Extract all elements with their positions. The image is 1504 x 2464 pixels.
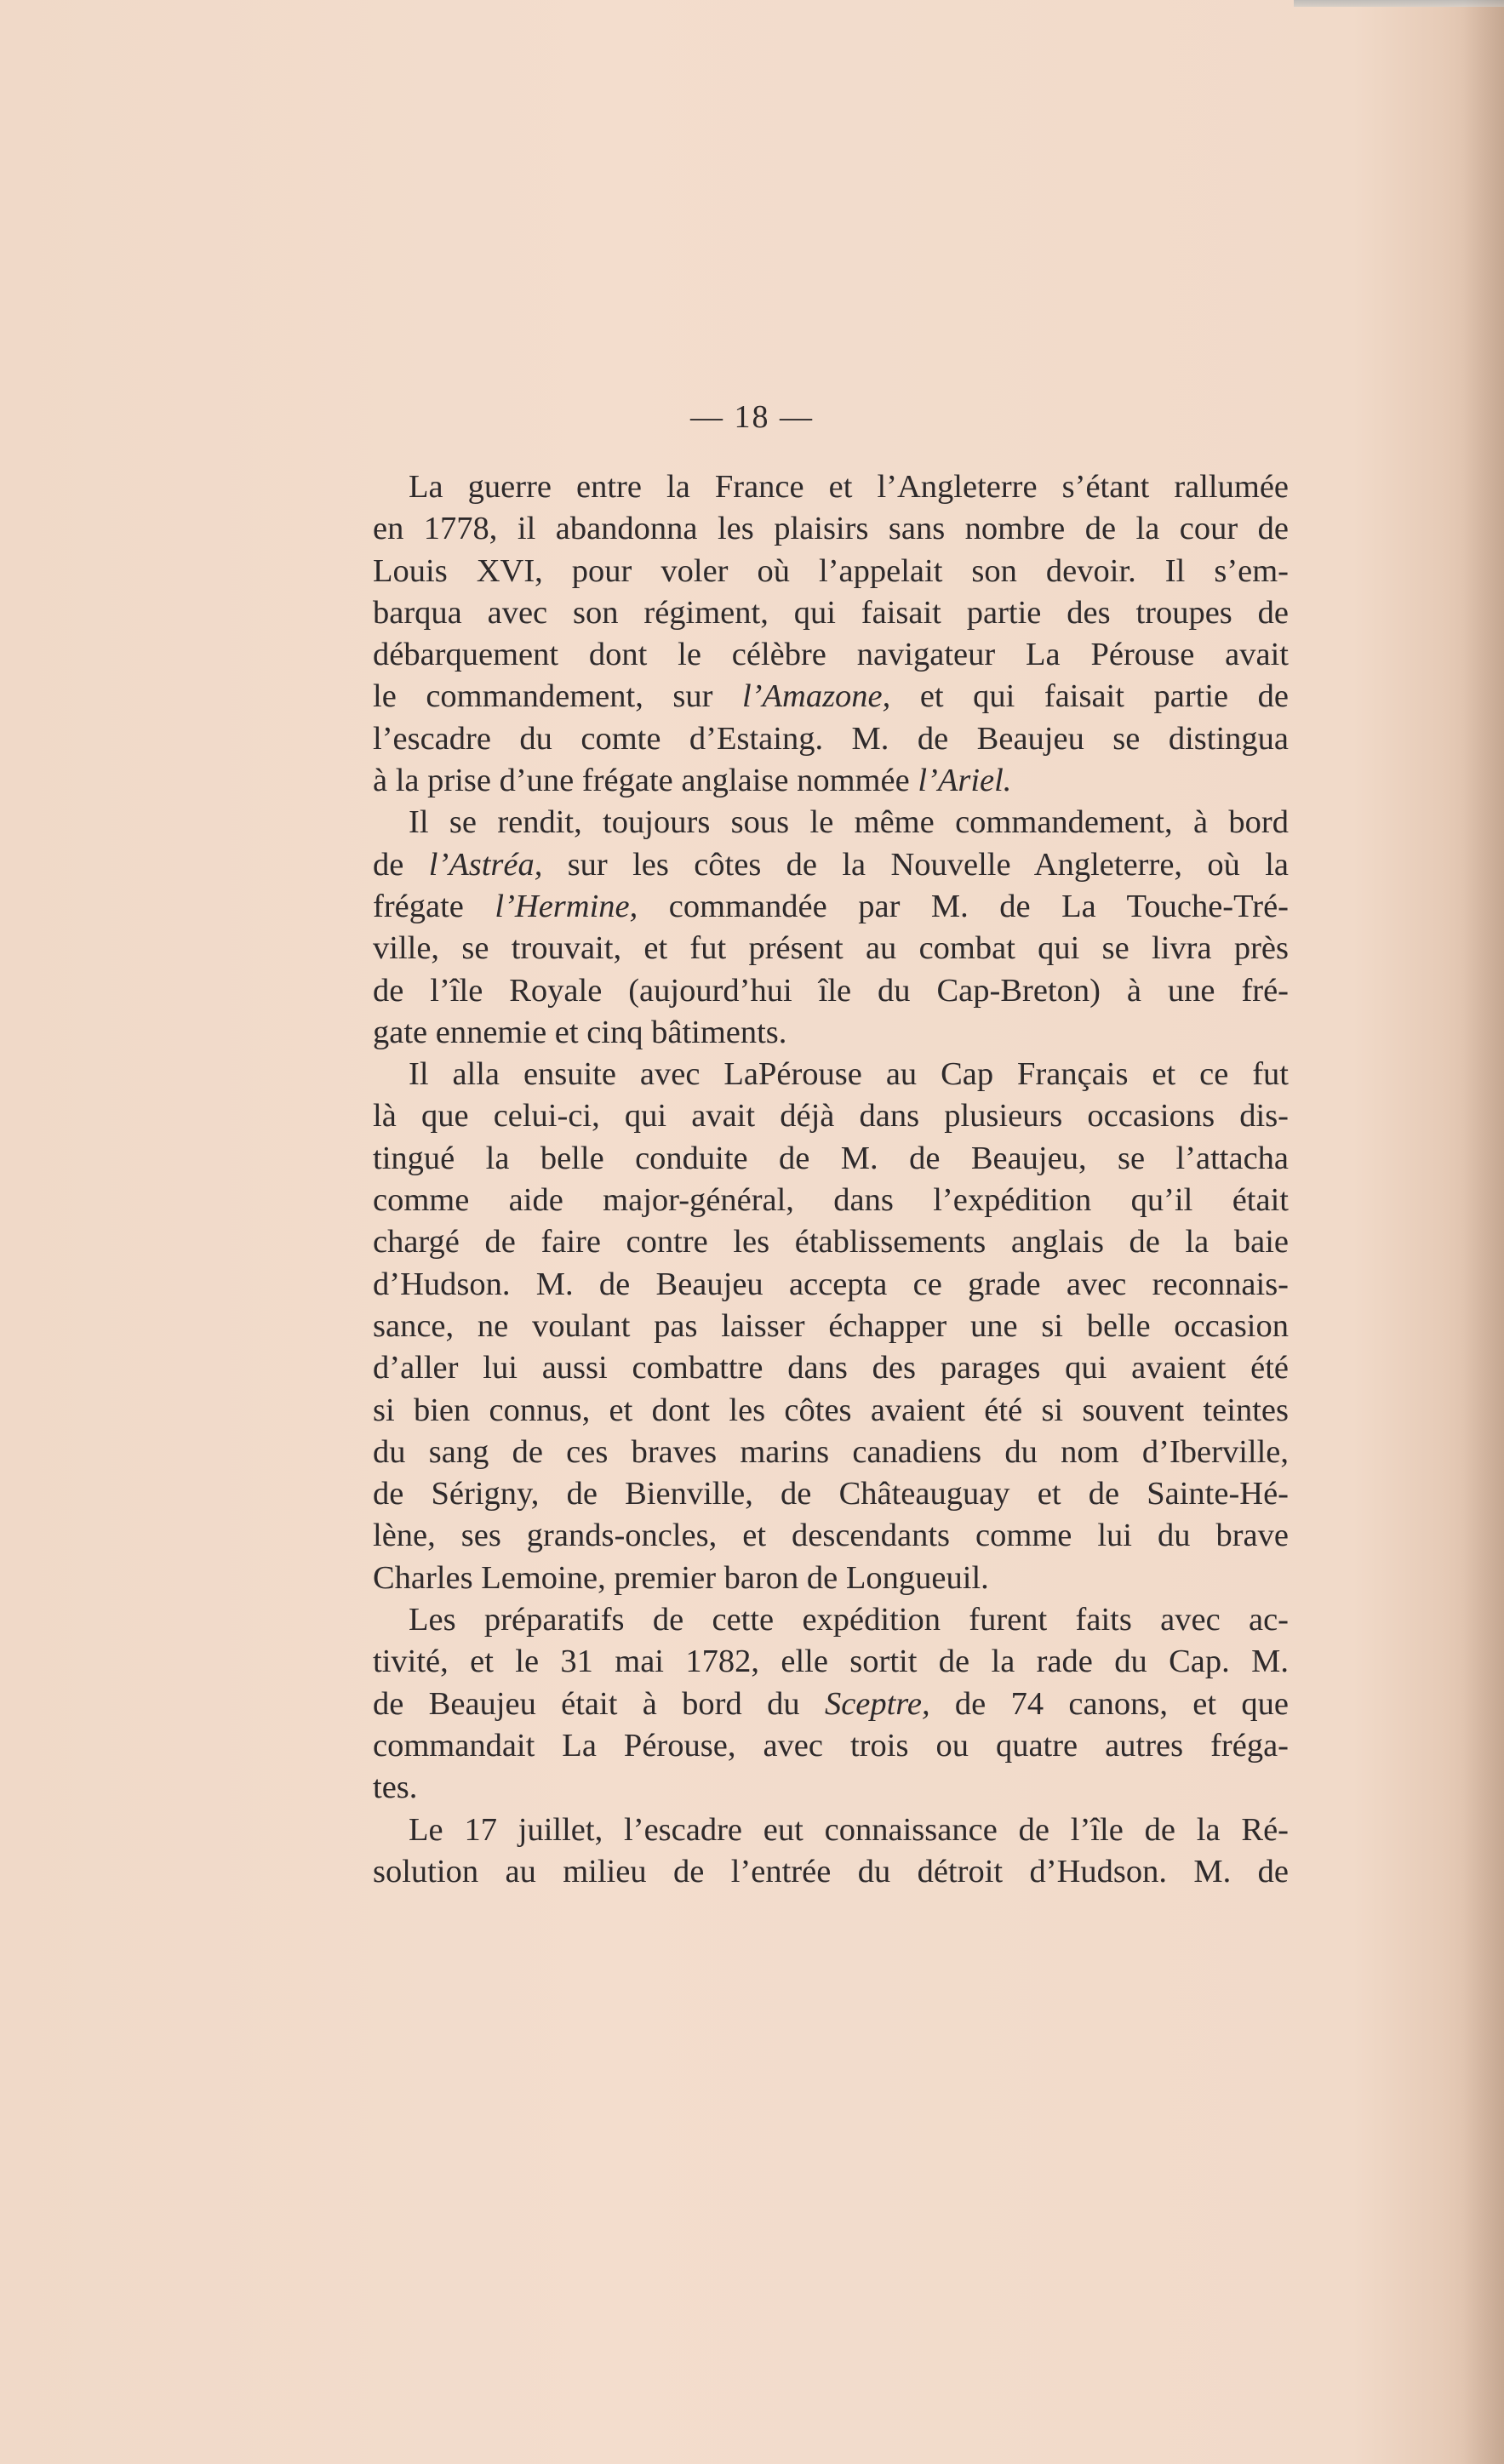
- text-line: [373, 1347, 1289, 1389]
- text-line-segment: d’aller lui aussi combattre dans des parages qui avaient été: [373, 1350, 1289, 1386]
- text-line: [373, 1012, 1289, 1054]
- text-line-segment: de Beaujeu était à bord du: [373, 1685, 800, 1722]
- text-line-segment: tivité, et le 31 mai 1782, elle sortit de la rade du Cap. M.: [373, 1644, 1289, 1680]
- italic-title: Sceptre,: [824, 1685, 930, 1722]
- text-line: [373, 1264, 1289, 1306]
- text-line-segment: chargé de faire contre les établissements anglais de la baie: [373, 1224, 1289, 1261]
- text-line-segment: barqua avec son régiment, qui faisait partie des troupes de: [373, 594, 1289, 631]
- text-line: [373, 718, 1289, 760]
- text-line: [373, 844, 1289, 886]
- text-line: [373, 1684, 1289, 1725]
- text-line: [373, 1138, 1289, 1180]
- text-line: [373, 1054, 1289, 1095]
- text-line-segment: débarquement dont le célèbre navigateur La Pérouse avait: [373, 637, 1289, 673]
- text-line-segment: gate ennemie et cinq bâtiments.: [373, 1014, 787, 1050]
- text-line: [373, 1558, 1289, 1599]
- text-line-segment: comme aide major-général, dans l’expédition qu’il était: [373, 1182, 1289, 1219]
- text-line-segment: tingué la belle conduite de M. de Beaujeu, se l’attacha: [373, 1140, 1289, 1176]
- text-line: [373, 1390, 1289, 1432]
- text-line: [373, 551, 1289, 592]
- italic-title: l’Hermine,: [495, 888, 638, 924]
- text-line: [373, 1851, 1289, 1893]
- text-line: [373, 928, 1289, 969]
- text-line-segment: tes.: [373, 1769, 418, 1806]
- text-line-segment: Il alla ensuite avec LaPérouse au Cap Français et ce fut: [409, 1056, 1289, 1093]
- text-line-segment: commandée par M. de La Touche-Tré-: [638, 888, 1290, 924]
- text-line: [373, 1095, 1289, 1137]
- text-line: [373, 1515, 1289, 1557]
- text-line-segment: de: [373, 846, 404, 883]
- text-line: [373, 508, 1289, 550]
- text-line: [373, 1767, 1289, 1809]
- text-line-segment: La guerre entre la France et l’Angleterre s’étant rallumée: [409, 469, 1289, 505]
- text-line-segment: là que celui-ci, qui avait déjà dans plusieurs occasions dis-: [373, 1098, 1289, 1135]
- italic-title: l’Ariel.: [918, 763, 1012, 799]
- text-line: [373, 676, 1289, 717]
- text-line-segment: l’escadre du comte d’Estaing. M. de Beaujeu se distingua: [373, 720, 1289, 757]
- text-line-segment: le commandement, sur: [373, 678, 713, 715]
- text-line-segment: Charles Lemoine, premier baron de Longueuil.: [373, 1559, 989, 1596]
- text-line: [373, 1809, 1289, 1851]
- text-line-segment: Il se rendit, toujours sous le même commandement, à bord: [409, 804, 1289, 841]
- text-line-segment: de l’île Royale (aujourd’hui île du Cap-Breton) à une fré-: [373, 972, 1289, 1009]
- text-line-segment: commandait La Pérouse, avec trois ou quatre autres fréga-: [373, 1727, 1289, 1764]
- text-line: [373, 802, 1289, 843]
- text-line: [373, 466, 1289, 508]
- text-line-segment: solution au milieu de l’entrée du détroit d’Hudson. M. de: [373, 1853, 1289, 1889]
- text-line-segment: de Sérigny, de Bienville, de Châteauguay et de Sainte-Hé-: [373, 1476, 1289, 1512]
- italic-title: l’Astréa,: [428, 846, 543, 883]
- text-line: [373, 1641, 1289, 1683]
- text-line: [373, 1473, 1289, 1515]
- text-line-segment: sance, ne voulant pas laisser échapper une si belle occasion: [373, 1307, 1289, 1344]
- text-line-segment: Les préparatifs de cette expédition furent faits avec ac-: [409, 1602, 1289, 1638]
- text-line-segment: sur les côtes de la Nouvelle Angleterre, où la: [542, 846, 1289, 883]
- text-line: [373, 634, 1289, 676]
- text-line-segment: Le 17 juillet, l’escadre eut connaissance de l’île de la Ré-: [409, 1811, 1289, 1848]
- text-line: [373, 1599, 1289, 1641]
- text-line-segment: d’Hudson. M. de Beaujeu accepta ce grade avec reconnais-: [373, 1266, 1289, 1302]
- text-line: [373, 1221, 1289, 1263]
- text-line-segment: ville, se trouvait, et fut présent au combat qui se livra près: [373, 930, 1289, 967]
- page-binding-shadow: [1463, 0, 1504, 2464]
- text-line: [373, 886, 1289, 928]
- text-line: [373, 760, 1289, 802]
- text-line-segment: Louis XVI, pour voler où l’appelait son devoir. Il s’em-: [373, 552, 1289, 589]
- text-line-segment: et qui faisait partie de: [890, 678, 1290, 715]
- text-line-segment: de 74 canons, et que: [929, 1685, 1290, 1722]
- text-line-segment: du sang de ces braves marins canadiens du nom d’Iberville,: [373, 1433, 1289, 1470]
- text-line: [373, 1725, 1289, 1767]
- page-number: — 18 —: [690, 399, 814, 435]
- italic-title: l’Amazone,: [741, 678, 891, 715]
- body-text: [373, 466, 1289, 1893]
- text-line: [373, 592, 1289, 634]
- text-line: [373, 1306, 1289, 1347]
- text-line-segment: en 1778, il abandonna les plaisirs sans nombre de la cour de: [373, 511, 1289, 547]
- text-line: [373, 1432, 1289, 1473]
- text-line-segment: frégate: [373, 888, 464, 924]
- text-line-segment: lène, ses grands-oncles, et descendants comme lui du brave: [373, 1518, 1289, 1554]
- text-line-segment: si bien connus, et dont les côtes avaient été si souvent teintes: [373, 1392, 1289, 1428]
- text-line: [373, 970, 1289, 1012]
- text-line-segment: à la prise d’une frégate anglaise nommée: [373, 763, 910, 799]
- text-line: [373, 1180, 1289, 1221]
